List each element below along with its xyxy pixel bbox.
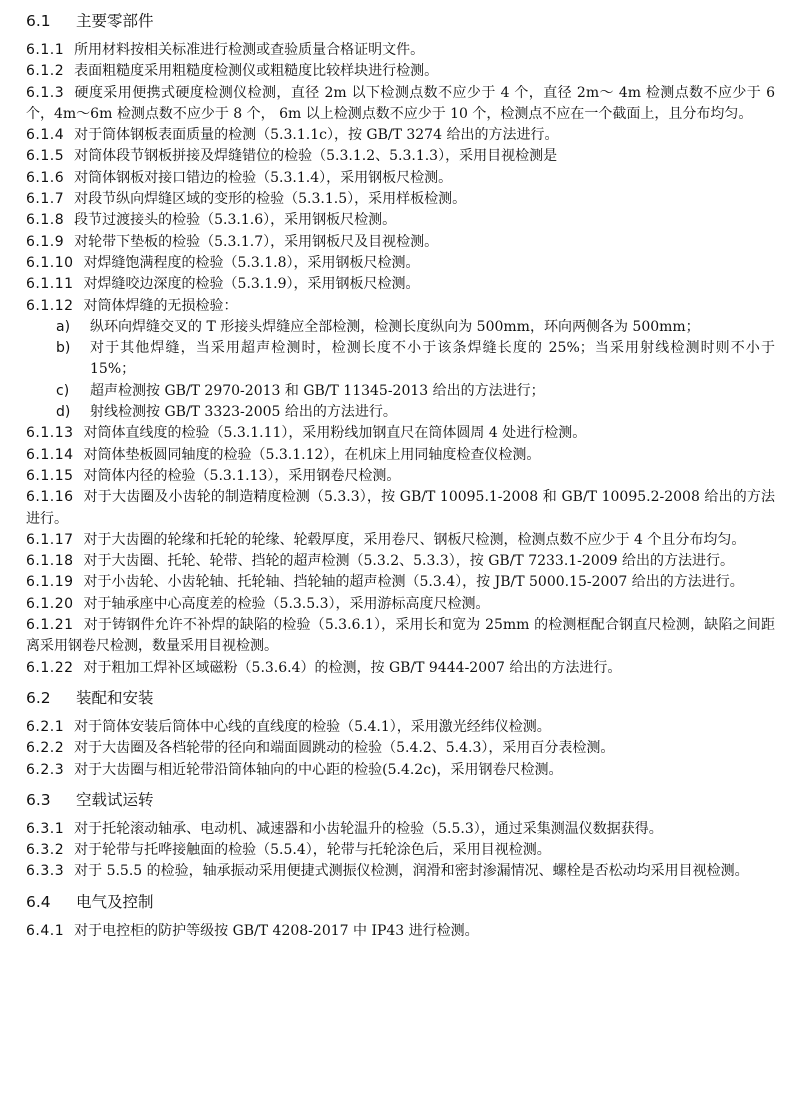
subclause-text: 对于其他焊缝，当采用超声检测时，检测长度不小于该条焊缝长度的 25%；当采用射线检测时则不小于 15%；	[90, 340, 775, 378]
clause-text: 对于小齿轮、小齿轮轴、托轮轴、挡轮轴的超声检测（5.3.4），按 JB/T 5000.15-2007 给出的方法进行。	[83, 574, 744, 591]
clause-6-3-1	[26, 819, 775, 840]
clause-number: 6.1.15	[26, 467, 74, 484]
clause-number: 6.3.1	[26, 820, 65, 837]
subclause-label: b)	[56, 340, 71, 357]
clause-number: 6.1.9	[26, 233, 65, 250]
clause-text: 对轮带下垫板的检验（5.3.1.7），采用钢板尺及目视检测。	[74, 233, 439, 250]
clause-6-1-4	[26, 125, 775, 146]
clause-number: 6.1.11	[26, 276, 74, 293]
clause-text: 对于铸钢件允许不补焊的缺陷的检验（5.3.6.1），采用长和宽为 25mm 的检测框配合钢直尺检测，缺陷之间距离采用钢卷尺检测，数量采用目视检测。	[26, 617, 775, 655]
clause-number: 6.1.4	[26, 127, 65, 144]
clause-text: 对于筒体钢板表面质量的检测（5.3.1.1c），按 GB/T 3274 给出的方法进行。	[74, 127, 559, 144]
section-heading-6-4	[26, 891, 775, 913]
clause-number: 6.3.3	[26, 863, 65, 880]
spacer	[26, 781, 775, 787]
clause-6-1-8	[26, 210, 775, 231]
clause-number: 6.1.8	[26, 212, 65, 229]
section-number: 6.4	[26, 892, 51, 911]
subclause-label: d)	[56, 404, 71, 421]
subclause-text: 超声检测按 GB/T 2970-2013 和 GB/T 11345-2013 给出的方法进行；	[90, 382, 545, 399]
subclause-text: 纵环向焊缝交叉的 T 形接头焊缝应全部检测，检测长度纵向为 500mm，环向两侧各为 500mm；	[90, 318, 700, 335]
clause-text: 对于大齿圈及各档轮带的径向和端面圆跳动的检验（5.4.2、5.4.3），采用百分表检测。	[74, 740, 615, 757]
section-heading-6-1	[26, 10, 775, 32]
clause-text: 对筒体钢板对接口错边的检验（5.3.1.4），采用钢板尺检测。	[74, 169, 453, 186]
clause-6-1-19	[26, 572, 775, 593]
clause-number: 6.1.19	[26, 574, 74, 591]
clause-6-1-6	[26, 168, 775, 189]
clause-6-1-9	[26, 232, 775, 253]
clause-text: 对焊缝饱满程度的检验（5.3.1.8），采用钢板尺检测。	[83, 254, 420, 271]
clause-text: 对筒体垫板圆同轴度的检验（5.3.1.12），在机床上用同轴度检查仪检测。	[83, 446, 541, 463]
clause-6-1-1	[26, 40, 775, 61]
subclause-label: a)	[56, 318, 71, 335]
clause-6-1-21	[26, 615, 775, 658]
clause-text: 对于大齿圈、托轮、轮带、挡轮的超声检测（5.3.2、5.3.3），按 GB/T 7233.1-2009 给出的方法进行。	[83, 553, 734, 570]
clause-6-1-12	[26, 296, 775, 317]
clause-text: 所用材料按相关标准进行检测或查验质量合格证明文件。	[74, 42, 425, 58]
clause-6-1-13	[26, 423, 775, 444]
clause-6-3-2	[26, 840, 775, 861]
spacer	[26, 679, 775, 685]
clause-text: 对于大齿圈及小齿轮的制造精度检测（5.3.3），按 GB/T 10095.1-2008 和 GB/T 10095.2-2008 给出的方法进行。	[26, 489, 775, 527]
section-title: 装配和安装	[76, 688, 154, 707]
subclause-a	[26, 317, 775, 338]
clause-6-2-3	[26, 760, 775, 781]
clause-text: 对于粗加工焊补区域磁粉（5.3.6.4）的检测，按 GB/T 9444-2007 给出的方法进行。	[83, 659, 622, 676]
subclause-d	[26, 402, 775, 423]
clause-number: 6.1.6	[26, 169, 65, 186]
clause-6-1-5	[26, 146, 775, 167]
clause-6-1-17	[26, 530, 775, 551]
clause-text: 对于电控柜的防护等级按 GB/T 4208-2017 中 IP43 进行检测。	[74, 922, 479, 939]
subclause-c	[26, 381, 775, 402]
clause-number: 6.1.18	[26, 553, 74, 570]
clause-number: 6.1.21	[26, 617, 74, 634]
clause-6-1-22	[26, 658, 775, 679]
clause-number: 6.1.10	[26, 254, 74, 271]
clause-text: 对筒体内径的检验（5.3.1.13），采用钢卷尺检测。	[83, 467, 401, 484]
clause-number: 6.2.3	[26, 761, 65, 778]
clause-6-1-7	[26, 189, 775, 210]
clause-text: 段节过渡接头的检验（5.3.1.6），采用钢板尺检测。	[74, 212, 397, 229]
clause-6-1-11	[26, 274, 775, 295]
subclause-text: 射线检测按 GB/T 3323-2005 给出的方法进行。	[90, 404, 397, 421]
section-title: 空载试运转	[76, 790, 154, 809]
clause-6-1-20	[26, 594, 775, 615]
spacer	[26, 883, 775, 889]
clause-text: 对于大齿圈的轮缘和托轮的轮缘、轮毂厚度，采用卷尺、钢板尺检测，检测点数不应少于 4 个且分布均匀。	[83, 531, 746, 548]
clause-number: 6.1.1	[26, 42, 65, 58]
clause-number: 6.1.5	[26, 148, 65, 165]
subclause-label: c)	[56, 382, 70, 399]
clause-number: 6.1.17	[26, 531, 74, 548]
clause-text: 对段节纵向焊缝区域的变形的检验（5.3.1.5），采用样板检测。	[74, 191, 467, 208]
clause-text: 对筒体段节钢板拼接及焊缝错位的检验（5.3.1.2、5.3.1.3），采用目视检测是	[74, 148, 558, 165]
clause-6-3-3	[26, 861, 775, 882]
section-number: 6.2	[26, 688, 51, 707]
clause-text: 对于轴承座中心高度差的检验（5.3.5.3），采用游标高度尺检测。	[83, 595, 490, 612]
clause-number: 6.1.12	[26, 297, 74, 314]
section-number: 6.1	[26, 12, 51, 30]
clause-6-1-16	[26, 487, 775, 530]
clause-number: 6.2.1	[26, 718, 65, 735]
clause-6-2-2	[26, 738, 775, 759]
clause-text: 对筒体焊缝的无损检验：	[83, 297, 238, 314]
clause-text: 硬度采用便携式硬度检测仪检测，直径 2m 以下检测点数不应少于 4 个，直径 2m～ 4m 检测点数不应少于 6 个，4m～6m 检测点数不应少于 8 个， 6m 以上检测点数不应少于 10 个，检测点不应在一个截面上，且分布均匀。	[26, 84, 775, 122]
clause-text: 对焊缝咬边深度的检验（5.3.1.9），采用钢板尺检测。	[83, 276, 420, 293]
clause-6-1-2	[26, 61, 775, 82]
clause-6-1-14	[26, 445, 775, 466]
clause-number: 6.1.3	[26, 84, 65, 101]
subclause-b	[26, 338, 775, 381]
clause-6-4-1	[26, 921, 775, 942]
clause-6-2-1	[26, 717, 775, 738]
clause-number: 6.1.2	[26, 63, 65, 80]
clause-number: 6.4.1	[26, 922, 65, 939]
section-number: 6.3	[26, 790, 51, 809]
clause-number: 6.1.13	[26, 425, 74, 442]
clause-text: 对于轮带与托哗接触面的检验（5.5.4），轮带与托轮涂色后，采用目视检测。	[74, 842, 551, 859]
clause-text: 对于托轮滚动轴承、电动机、减速器和小齿轮温升的检验（5.5.3），通过采集测温仪数据获得。	[74, 820, 663, 837]
clause-text: 对于筒体安装后筒体中心线的直线度的检验（5.4.1），采用激光经纬仪检测。	[74, 718, 551, 735]
clause-6-1-18	[26, 551, 775, 572]
clause-6-1-3	[26, 83, 775, 126]
section-heading-6-2	[26, 687, 775, 709]
clause-number: 6.2.2	[26, 740, 65, 757]
clause-number: 6.1.20	[26, 595, 74, 612]
clause-text: 对筒体直线度的检验（5.3.1.11），采用粉线加钢直尺在筒体圆周 4 处进行检测。	[83, 425, 587, 442]
clause-6-1-15	[26, 466, 775, 487]
clause-number: 6.1.22	[26, 659, 74, 676]
clause-number: 6.1.14	[26, 446, 74, 463]
clause-text: 对于大齿圈与相近轮带沿筒体轴向的中心距的检验(5.4.2c)，采用钢卷尺检测。	[74, 761, 563, 778]
clause-6-1-10	[26, 253, 775, 274]
section-heading-6-3	[26, 789, 775, 811]
clause-text: 对于 5.5.5 的检验，轴承振动采用便捷式测振仪检测，润滑和密封渗漏情况、螺栓是否松动均采用目视检测。	[74, 863, 749, 880]
section-title: 主要零部件	[76, 12, 154, 30]
clause-number: 6.1.16	[26, 489, 74, 506]
section-title: 电气及控制	[76, 892, 154, 911]
clause-text: 表面粗糙度采用粗糙度检测仪或粗糙度比较样块进行检测。	[74, 63, 439, 80]
clause-number: 6.1.7	[26, 191, 65, 208]
clause-number: 6.3.2	[26, 842, 65, 859]
